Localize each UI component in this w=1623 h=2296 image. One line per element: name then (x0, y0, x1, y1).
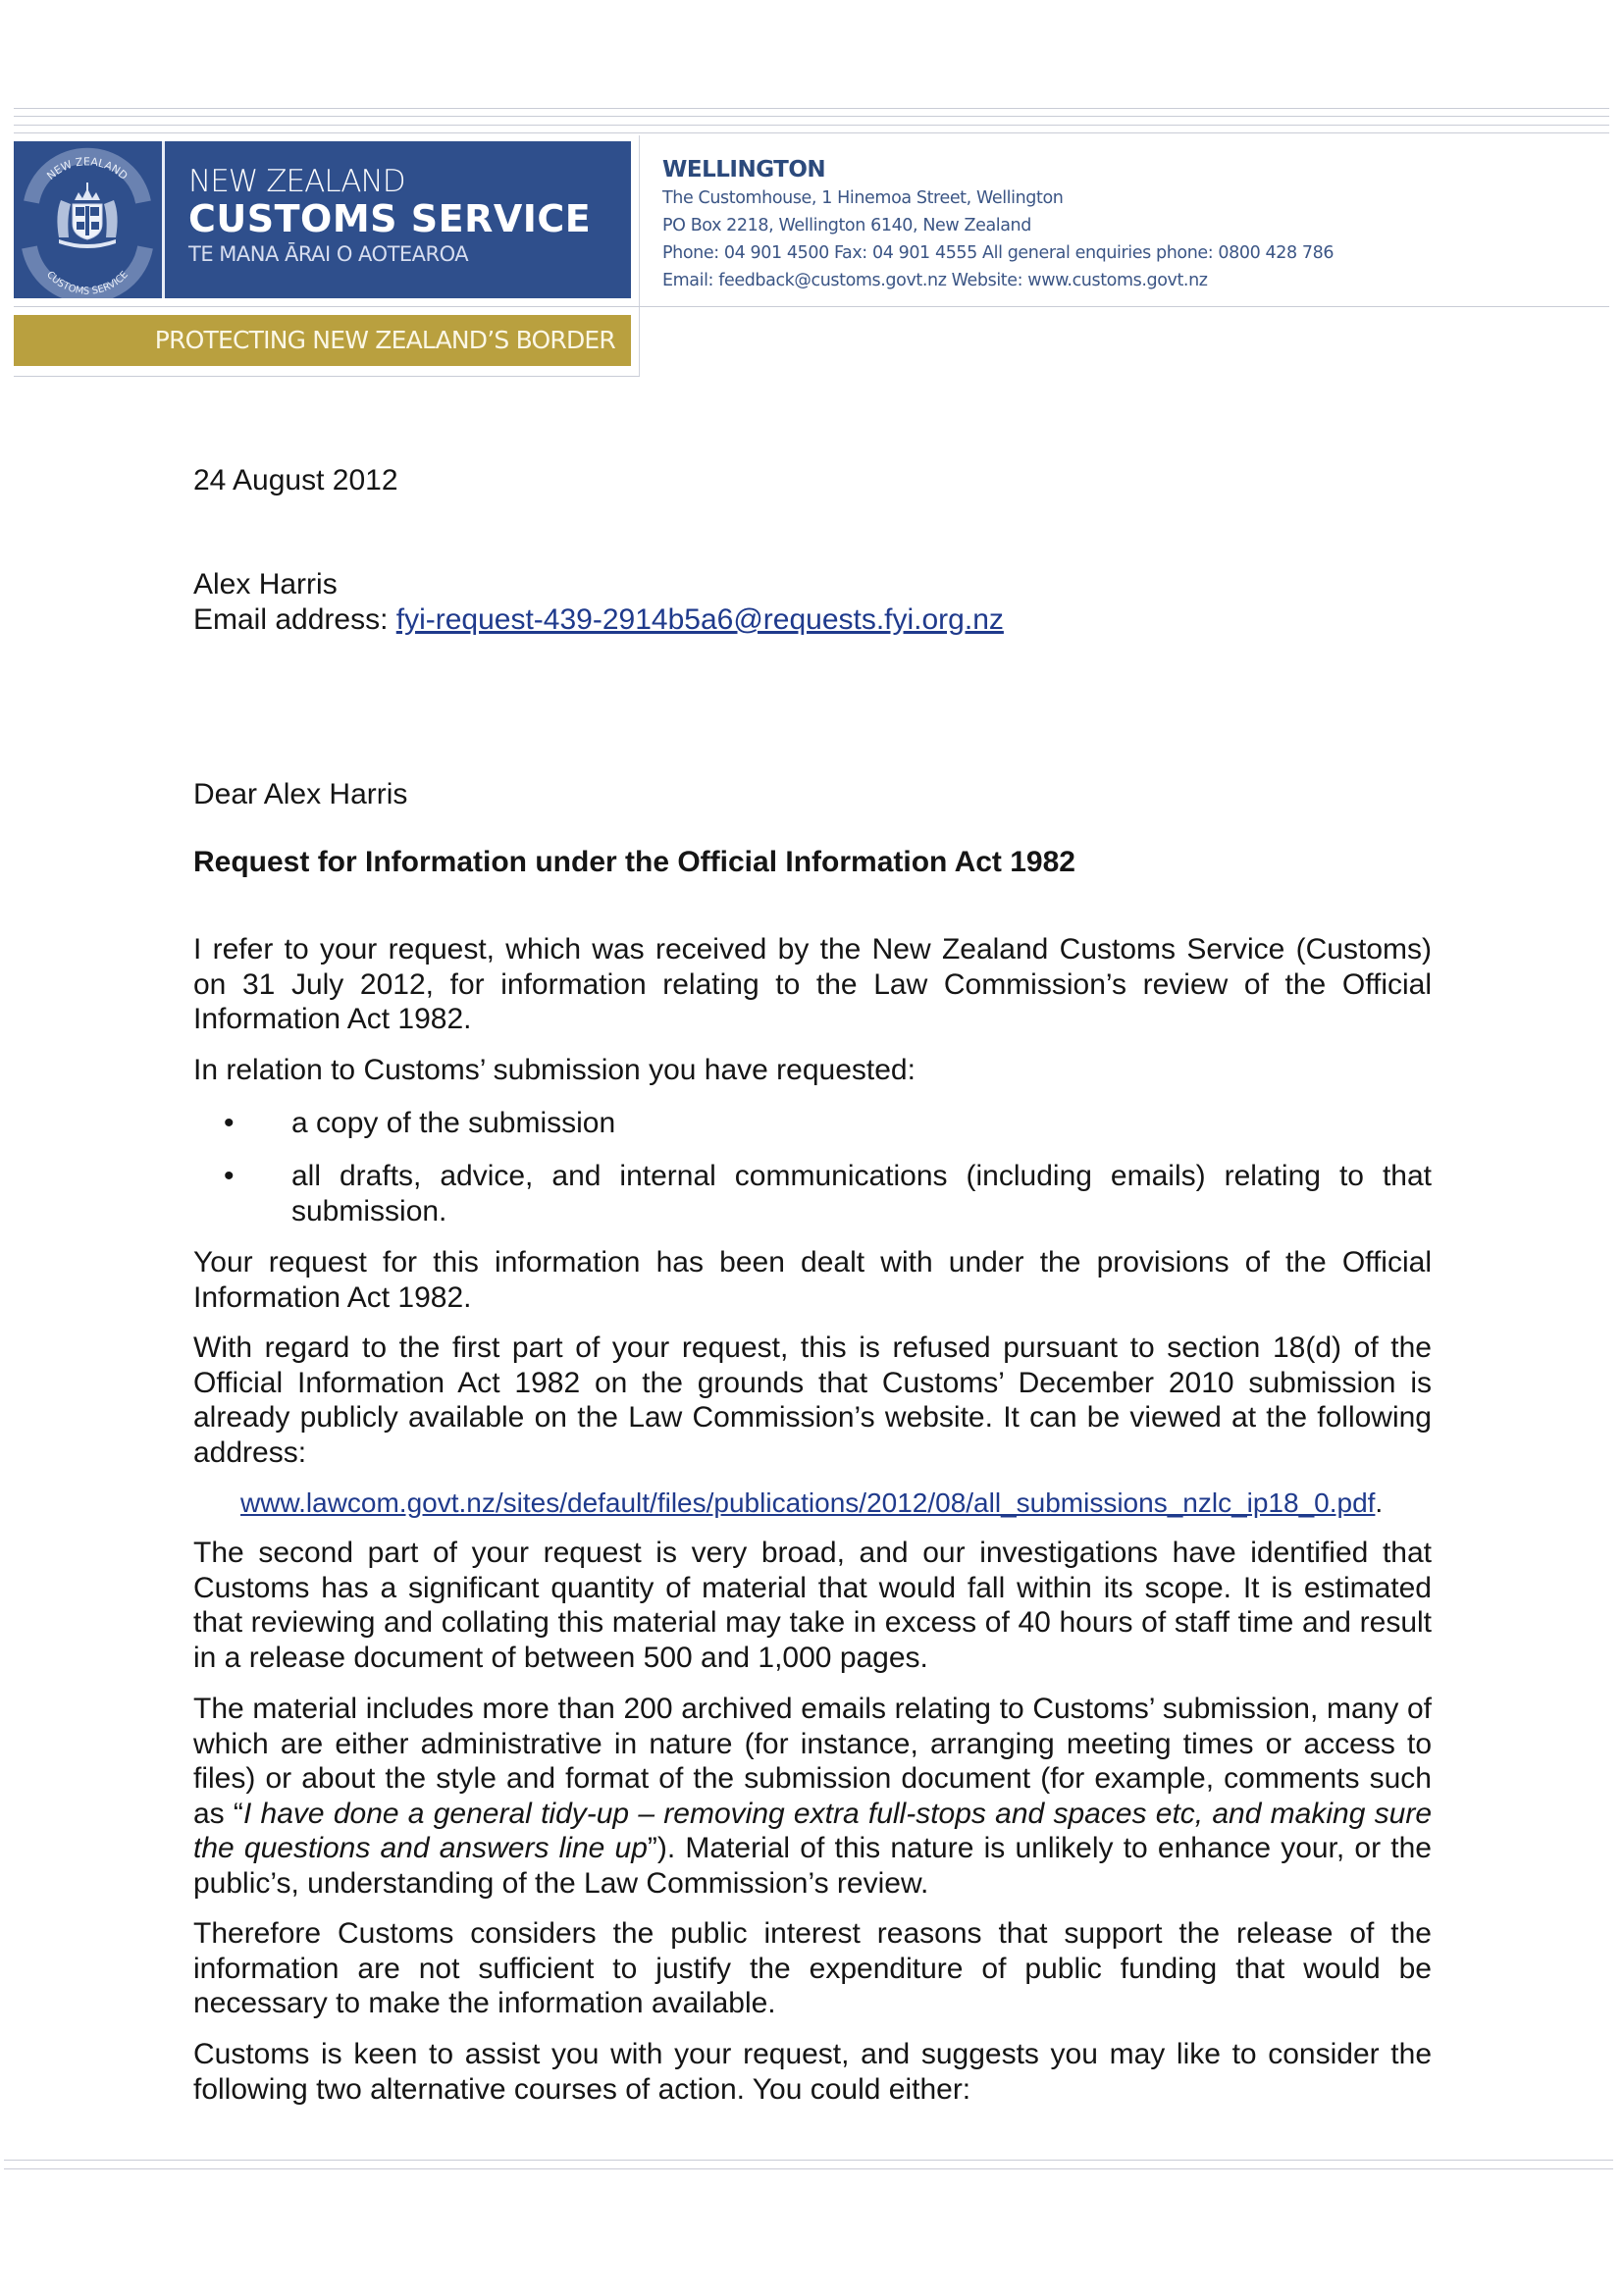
contact-po-box: PO Box 2218, Wellington 6140, New Zealand (662, 216, 1031, 235)
contact-phone: Phone: 04 901 4500 Fax: 04 901 4555 All general enquiries phone: 0800 428 786 (662, 243, 1335, 263)
svg-text:NEW ZEALAND: NEW ZEALAND (44, 155, 131, 183)
recipient-email-line (193, 602, 1432, 638)
paragraph-5: The second part of your request is very broad, and our investigations have identified that Customs has a significant quantity of material that would fall within its scope. It is estimated that reviewing and collating this material may take in excess of 40 hours of staff time and result in a release document of between 500 and 1,000 pages. (193, 1537, 1432, 1674)
customs-logo (14, 141, 631, 298)
submission-url-line (240, 1486, 1383, 1520)
header-vertical-rule (639, 135, 640, 377)
bullet-icon: • (224, 1107, 235, 1139)
logo-divider (162, 141, 165, 298)
recipient-email-link[interactable]: fyi-request-439-2914b5a6@requests.fyi.org.nz (395, 603, 1004, 636)
paragraph-6-end: ”). Material of this nature is unlikely to enhance your, or the public’s, understanding of the Law Commission’s review. (193, 1832, 1432, 1900)
paragraph-1: I refer to your request, which was received by the New Zealand Customs Service (Customs) on 31 July 2012, for information relating to the Law Commission’s review of the Official Information Act 1982. (193, 933, 1432, 1035)
coat-of-arms-icon (14, 141, 161, 298)
header-rule-2 (14, 116, 1609, 117)
paragraph-2: In relation to Customs’ submission you have requested: (193, 1054, 916, 1086)
paragraph-6-quote: I have done a general tidy-up – removing extra full-stops and spaces etc, and making sure the questions and answers line up (193, 1797, 1432, 1864)
tagline-text: PROTECTING NEW ZEALAND’S BORDER (154, 326, 615, 354)
letter-subject: Request for Information under the Official Information Act 1982 (193, 846, 1075, 878)
contact-city: WELLINGTON (662, 157, 826, 183)
paragraph-4: With regard to the first part of your request, this is refused pursuant to section 18(d) of the Official Information Act 1982 on the grounds that Customs’ December 2010 submission is already publicly available on the Law Commission’s website. It can be viewed at the following address: (193, 1331, 1432, 1469)
footer-rule-1 (4, 2160, 1613, 2161)
svg-text:CUSTOMS SERVICE: CUSTOMS SERVICE (44, 269, 131, 297)
url-suffix: . (1375, 1487, 1384, 1518)
bullet-icon: • (224, 1160, 235, 1192)
logo-wordmark (188, 165, 591, 269)
paragraph-6 (193, 1692, 1432, 1901)
header-bottom-rule (14, 376, 640, 377)
paragraph-6-start: The material includes more than 200 archived emails relating to Customs’ submission, many of which are either administrative in nature (for instance, arranging meeting times or access to files) or about the style and format of the submission document (for example, comments such as “ (193, 1693, 1432, 1830)
header-mid-rule (14, 306, 1609, 307)
paragraph-8: Customs is keen to assist you with your request, and suggests you may like to consider the following two alternative courses of action. You could either: (193, 2038, 1432, 2106)
contact-block (662, 155, 1334, 294)
contact-email-website: Email: feedback@customs.govt.nz Website: www.customs.govt.nz (662, 271, 1208, 290)
logo-line-maori-name: TE MANA ĀRAI O AOTEAROA (188, 242, 469, 266)
salutation: Dear Alex Harris (193, 778, 408, 810)
header-rule-1 (14, 108, 1609, 109)
header-rule-4 (14, 132, 1609, 133)
list-item (224, 1159, 1432, 1228)
header-rule-3 (14, 125, 1609, 126)
tagline-bar (14, 315, 631, 366)
logo-line-new-zealand: NEW ZEALAND (188, 164, 405, 199)
contact-address: The Customhouse, 1 Hinemoa Street, Wellington (662, 188, 1064, 208)
paragraph-3: Your request for this information has been dealt with under the provisions of the Official Information Act 1982. (193, 1246, 1432, 1314)
bullet-text: a copy of the submission (291, 1107, 616, 1139)
logo-line-customs-service: CUSTOMS SERVICE (188, 197, 592, 240)
letter-date: 24 August 2012 (193, 464, 398, 496)
list-item (224, 1106, 1432, 1141)
email-label: Email address: (193, 603, 396, 636)
bullet-text: all drafts, advice, and internal communications (including emails) relating to that submission. (291, 1160, 1432, 1227)
submission-url-link[interactable]: www.lawcom.govt.nz/sites/default/files/publications/2012/08/all_submissions_nzlc_ip18_0.pdf (240, 1487, 1376, 1518)
recipient-name: Alex Harris (193, 568, 338, 600)
footer-rule-2 (4, 2168, 1613, 2169)
paragraph-7: Therefore Customs considers the public interest reasons that support the release of the information are not sufficient to justify the expenditure of public funding that would be necessary to make the information available. (193, 1917, 1432, 2019)
